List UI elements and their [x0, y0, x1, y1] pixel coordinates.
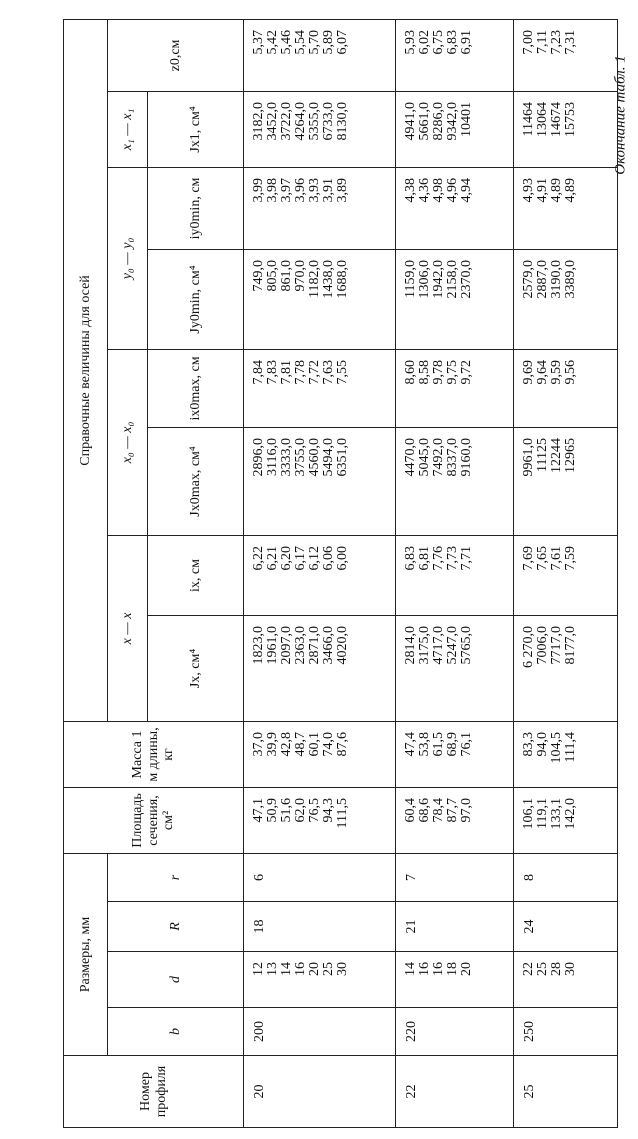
d-value: 13 [265, 962, 280, 976]
z0-value: 6,02 [417, 29, 432, 55]
header-dimensions: Размеры, мм [64, 853, 108, 1055]
header-axis-x1-x1: x₁ — x₁ [108, 91, 148, 167]
r-cell: 6 [244, 853, 396, 901]
ix0max-cell [396, 349, 514, 427]
header-area: Площадь сечения, см² [64, 787, 244, 853]
Jx-value: 3175,0 [417, 625, 432, 665]
table-caption: Окончание табл. 1 [612, 55, 629, 175]
Jx-value: 7006,0 [535, 625, 550, 665]
header-z0: z0,см [108, 19, 244, 91]
Jx1-value: 4264,0 [293, 101, 308, 141]
iy0min-value: 3,91 [321, 177, 336, 203]
ix0max-value: 7,72 [307, 359, 322, 385]
d-value: 16 [431, 962, 446, 976]
Jx0max-value: 8337,0 [445, 437, 460, 477]
Jy0min-value: 2579,0 [521, 259, 536, 299]
Jx1-value: 5661,0 [417, 101, 432, 141]
z0-value: 7,23 [549, 29, 564, 55]
Jx0max-value: 9961,0 [521, 437, 536, 477]
ix-value: 6,12 [307, 545, 322, 571]
mass-value: 47,4 [403, 731, 418, 757]
mass-cell [396, 721, 514, 787]
d-value: 28 [549, 962, 564, 976]
d-value: 25 [321, 962, 336, 976]
iy0min-value: 4,98 [431, 177, 446, 203]
area-value: 106,1 [521, 797, 536, 830]
mass-value: 61,5 [431, 731, 446, 757]
Jx1-value: 8286,0 [431, 101, 446, 141]
d-value: 20 [459, 962, 474, 976]
ix0max-value: 7,83 [265, 359, 280, 385]
Jx0max-value: 4560,0 [307, 437, 322, 477]
mass-cell [244, 721, 396, 787]
mass-value: 94,0 [535, 731, 550, 757]
R-cell: 24 [514, 902, 618, 952]
ix-value: 6,00 [335, 545, 350, 571]
ix0max-cell [244, 349, 396, 427]
area-value: 87,7 [445, 797, 460, 823]
Jx0max-value: 6351,0 [335, 437, 350, 477]
header-mass: Масса 1 м длины, кг [64, 721, 244, 787]
d-value: 16 [293, 962, 308, 976]
profile-number-cell: 25 [514, 1056, 618, 1128]
Jx1-value: 6733,0 [321, 101, 336, 141]
Jx0max-value: 3116,0 [265, 437, 280, 476]
ix-value: 6,17 [293, 545, 308, 571]
area-value: 50,9 [265, 797, 280, 823]
z0-value: 5,93 [403, 29, 418, 55]
ix-value: 7,59 [563, 545, 578, 571]
R-cell: 18 [244, 902, 396, 952]
ix-value: 6,83 [403, 545, 418, 571]
z0-value: 7,11 [535, 29, 550, 54]
mass-value: 76,1 [459, 731, 474, 757]
Jx0max-value: 4470,0 [403, 437, 418, 477]
d-value: 14 [403, 962, 418, 976]
d-value: 12 [251, 962, 266, 976]
ix-value: 7,73 [445, 545, 460, 571]
mass-value: 37,0 [251, 731, 266, 757]
Jx1-value: 11464 [521, 101, 536, 137]
area-cell [514, 787, 618, 853]
profile-group-row [396, 19, 514, 1127]
header-d: d [108, 952, 244, 1008]
z0-value: 5,37 [251, 29, 266, 55]
Jy0min-value: 2887,0 [535, 259, 550, 299]
d-value: 22 [521, 962, 536, 976]
Jx1-cell [244, 91, 396, 167]
area-value: 78,4 [431, 797, 446, 823]
Jx0max-value: 5045,0 [417, 437, 432, 477]
header-axis-x0-x0: x₀ — x₀ [108, 349, 148, 535]
Jy0min-value: 861,0 [279, 259, 294, 292]
Jy0min-value: 1688,0 [335, 259, 350, 299]
area-cell [244, 787, 396, 853]
d-value: 30 [335, 962, 350, 976]
Jx-value: 8177,0 [563, 625, 578, 665]
Jx0max-value: 2896,0 [251, 437, 266, 477]
mass-cell [514, 721, 618, 787]
Jy0min-value: 1159,0 [403, 259, 418, 298]
ix0max-value: 7,78 [293, 359, 308, 385]
Jx0max-cell [244, 427, 396, 535]
mass-value: 60,1 [307, 731, 322, 757]
z0-value: 7,00 [521, 29, 536, 55]
ix0max-value: 7,63 [321, 359, 336, 385]
mass-value: 42,8 [279, 731, 294, 757]
ix0max-value: 8,60 [403, 359, 418, 385]
iy0min-value: 4,38 [403, 177, 418, 203]
header-profile-number: Номер профиля [64, 1056, 244, 1128]
area-value: 97,0 [459, 797, 474, 823]
header-reference-values: Справочные величины для осей [64, 19, 108, 721]
d-value: 14 [279, 962, 294, 976]
Jx-value: 2871,0 [307, 625, 322, 665]
d-cell [244, 952, 396, 1008]
header-axis-x-x: x — x [108, 535, 148, 721]
ix-value: 6,06 [321, 545, 336, 571]
Jy0min-value: 3190,0 [549, 259, 564, 299]
mass-value: 74,0 [321, 731, 336, 757]
Jy0min-value: 2370,0 [459, 259, 474, 299]
Jx-value: 2363,0 [293, 625, 308, 665]
steel-angle-profile-table [63, 19, 618, 1128]
iy0min-cell [396, 167, 514, 249]
z0-value: 5,89 [321, 29, 336, 55]
ix0max-value: 7,55 [335, 359, 350, 385]
iy0min-value: 4,93 [521, 177, 536, 203]
Jx1-value: 9342,0 [445, 101, 460, 141]
iy0min-value: 4,36 [417, 177, 432, 203]
Jx-value: 3466,0 [321, 625, 336, 665]
ix-value: 7,76 [431, 545, 446, 571]
iy0min-cell [514, 167, 618, 249]
Jy0min-cell [244, 249, 396, 349]
iy0min-value: 4,89 [563, 177, 578, 203]
ix-value: 7,69 [521, 545, 536, 571]
ix-cell [244, 535, 396, 615]
Jx0max-value: 7492,0 [431, 437, 446, 477]
profile-group-row [514, 19, 618, 1127]
iy0min-value: 3,98 [265, 177, 280, 203]
z0-value: 6,75 [431, 29, 446, 55]
mass-value: 111,4 [563, 731, 578, 763]
header-r: r [108, 853, 244, 901]
mass-value: 39,9 [265, 731, 280, 757]
d-value: 18 [445, 962, 460, 976]
z0-cell [396, 19, 514, 91]
Jx0max-value: 12965 [563, 437, 578, 473]
ix-value: 6,20 [279, 545, 294, 571]
Jy0min-value: 805,0 [265, 259, 280, 292]
Jx0max-value: 3755,0 [293, 437, 308, 477]
Jx-value: 5765,0 [459, 625, 474, 665]
iy0min-value: 3,96 [293, 177, 308, 203]
profile-number-cell: 20 [244, 1056, 396, 1128]
z0-value: 5,46 [279, 29, 294, 55]
Jy0min-value: 970,0 [293, 259, 308, 292]
table-body [244, 19, 618, 1127]
header-Jy0min: Jy0min, см⁴ [148, 249, 244, 349]
mass-value: 48,7 [293, 731, 308, 757]
ix0max-value: 9,78 [431, 359, 446, 385]
R-cell: 21 [396, 902, 514, 952]
Jx-value: 1961,0 [265, 625, 280, 665]
z0-value: 5,42 [265, 29, 280, 55]
z0-value: 6,83 [445, 29, 460, 55]
d-value: 30 [563, 962, 578, 976]
mass-value: 87,6 [335, 731, 350, 757]
Jx0max-value: 3333,0 [279, 437, 294, 477]
area-value: 47,1 [251, 797, 266, 823]
Jx-cell [514, 615, 618, 721]
ix0max-value: 9,75 [445, 359, 460, 385]
Jy0min-cell [396, 249, 514, 349]
header-R: R [108, 902, 244, 952]
header-Jx1: Jx1, см⁴ [148, 91, 244, 167]
rotated-table-container [63, 20, 602, 1128]
r-cell: 7 [396, 853, 514, 901]
area-value: 142,0 [563, 797, 578, 830]
Jx1-value: 5355,0 [307, 101, 322, 141]
Jy0min-value: 1942,0 [431, 259, 446, 299]
Jx-cell [396, 615, 514, 721]
z0-value: 7,31 [563, 29, 578, 55]
ix0max-value: 7,81 [279, 359, 294, 385]
Jx-value: 6 270,0 [521, 625, 536, 668]
d-cell [396, 952, 514, 1008]
Jy0min-value: 749,0 [251, 259, 266, 292]
d-value: 16 [417, 962, 432, 976]
area-value: 119,1 [535, 797, 550, 829]
Jy0min-value: 1182,0 [307, 259, 322, 298]
Jx0max-cell [396, 427, 514, 535]
Jx1-value: 10401 [459, 101, 474, 137]
Jx-value: 4020,0 [335, 625, 350, 665]
Jx1-value: 14674 [549, 101, 564, 137]
Jx1-value: 8130,0 [335, 101, 350, 141]
z0-cell [514, 19, 618, 91]
r-cell: 8 [514, 853, 618, 901]
ix0max-value: 8,58 [417, 359, 432, 385]
Jx-cell [244, 615, 396, 721]
Jx1-value: 13064 [535, 101, 550, 137]
b-cell: 250 [514, 1008, 618, 1056]
z0-value: 5,70 [307, 29, 322, 55]
z0-value: 6,91 [459, 29, 474, 55]
Jx-value: 2814,0 [403, 625, 418, 665]
Jx-value: 5247,0 [445, 625, 460, 665]
ix0max-value: 9,64 [535, 359, 550, 385]
area-cell [396, 787, 514, 853]
area-value: 76,5 [307, 797, 322, 823]
area-value: 68,6 [417, 797, 432, 823]
iy0min-value: 4,89 [549, 177, 564, 203]
area-value: 51,6 [279, 797, 294, 823]
Jy0min-value: 1438,0 [321, 259, 336, 299]
Jy0min-cell [514, 249, 618, 349]
ix-cell [514, 535, 618, 615]
Jx-value: 4717,0 [431, 625, 446, 665]
Jy0min-value: 2158,0 [445, 259, 460, 299]
area-value: 60,4 [403, 797, 418, 823]
profile-number-cell: 22 [396, 1056, 514, 1128]
Jx0max-cell [514, 427, 618, 535]
ix-value: 6,81 [417, 545, 432, 571]
ix0max-value: 9,59 [549, 359, 564, 385]
ix0max-cell [514, 349, 618, 427]
iy0min-value: 4,96 [445, 177, 460, 203]
mass-value: 53,8 [417, 731, 432, 757]
area-value: 111,5 [335, 797, 350, 829]
ix-value: 7,65 [535, 545, 550, 571]
iy0min-value: 3,97 [279, 177, 294, 203]
ix-value: 6,21 [265, 545, 280, 571]
z0-value: 6,07 [335, 29, 350, 55]
iy0min-value: 3,99 [251, 177, 266, 203]
d-cell [514, 952, 618, 1008]
header-b: b [108, 1008, 244, 1056]
Jx1-value: 15753 [563, 101, 578, 137]
ix0max-value: 7,84 [251, 359, 266, 385]
iy0min-cell [244, 167, 396, 249]
area-value: 94,3 [321, 797, 336, 823]
Jx1-value: 3182,0 [251, 101, 266, 141]
Jx1-value: 3452,0 [265, 101, 280, 141]
iy0min-value: 4,94 [459, 177, 474, 203]
Jx-value: 1823,0 [251, 625, 266, 665]
b-cell: 220 [396, 1008, 514, 1056]
Jx0max-value: 5494,0 [321, 437, 336, 477]
iy0min-value: 3,89 [335, 177, 350, 203]
Jx-value: 2097,0 [279, 625, 294, 665]
header-ix: ix, см [148, 535, 244, 615]
ix-value: 7,61 [549, 545, 564, 571]
Jx1-value: 4941,0 [403, 101, 418, 141]
ix-cell [396, 535, 514, 615]
Jx-value: 7717,0 [549, 625, 564, 665]
Jx0max-value: 11125 [535, 437, 550, 472]
profile-group-row [244, 19, 396, 1127]
iy0min-value: 4,91 [535, 177, 550, 203]
Jy0min-value: 3389,0 [563, 259, 578, 299]
iy0min-value: 3,93 [307, 177, 322, 203]
d-value: 25 [535, 962, 550, 976]
d-value: 20 [307, 962, 322, 976]
Jx1-cell [396, 91, 514, 167]
header-Jx0max: Jx0max, см⁴ [148, 427, 244, 535]
mass-value: 83,3 [521, 731, 536, 757]
b-cell: 200 [244, 1008, 396, 1056]
header-Jx: Jx, см⁴ [148, 615, 244, 721]
ix-value: 6,22 [251, 545, 266, 571]
Jx1-cell [514, 91, 618, 167]
mass-value: 104,5 [549, 731, 564, 764]
ix0max-value: 9,72 [459, 359, 474, 385]
header-axis-y0-y0: y₀ — y₀ [108, 167, 148, 349]
header-iy0min: iy0min, см [148, 167, 244, 249]
area-value: 133,1 [549, 797, 564, 830]
z0-cell [244, 19, 396, 91]
Jx0max-value: 12244 [549, 437, 564, 473]
area-value: 62,0 [293, 797, 308, 823]
Jy0min-value: 1306,0 [417, 259, 432, 299]
Jx0max-value: 9160,0 [459, 437, 474, 477]
mass-value: 68,9 [445, 731, 460, 757]
ix-value: 7,71 [459, 545, 474, 571]
ix0max-value: 9,69 [521, 359, 536, 385]
ix0max-value: 9,56 [563, 359, 578, 385]
Jx1-value: 3722,0 [279, 101, 294, 141]
z0-value: 5,54 [293, 29, 308, 55]
header-ix0max: ix0max, см [148, 349, 244, 427]
